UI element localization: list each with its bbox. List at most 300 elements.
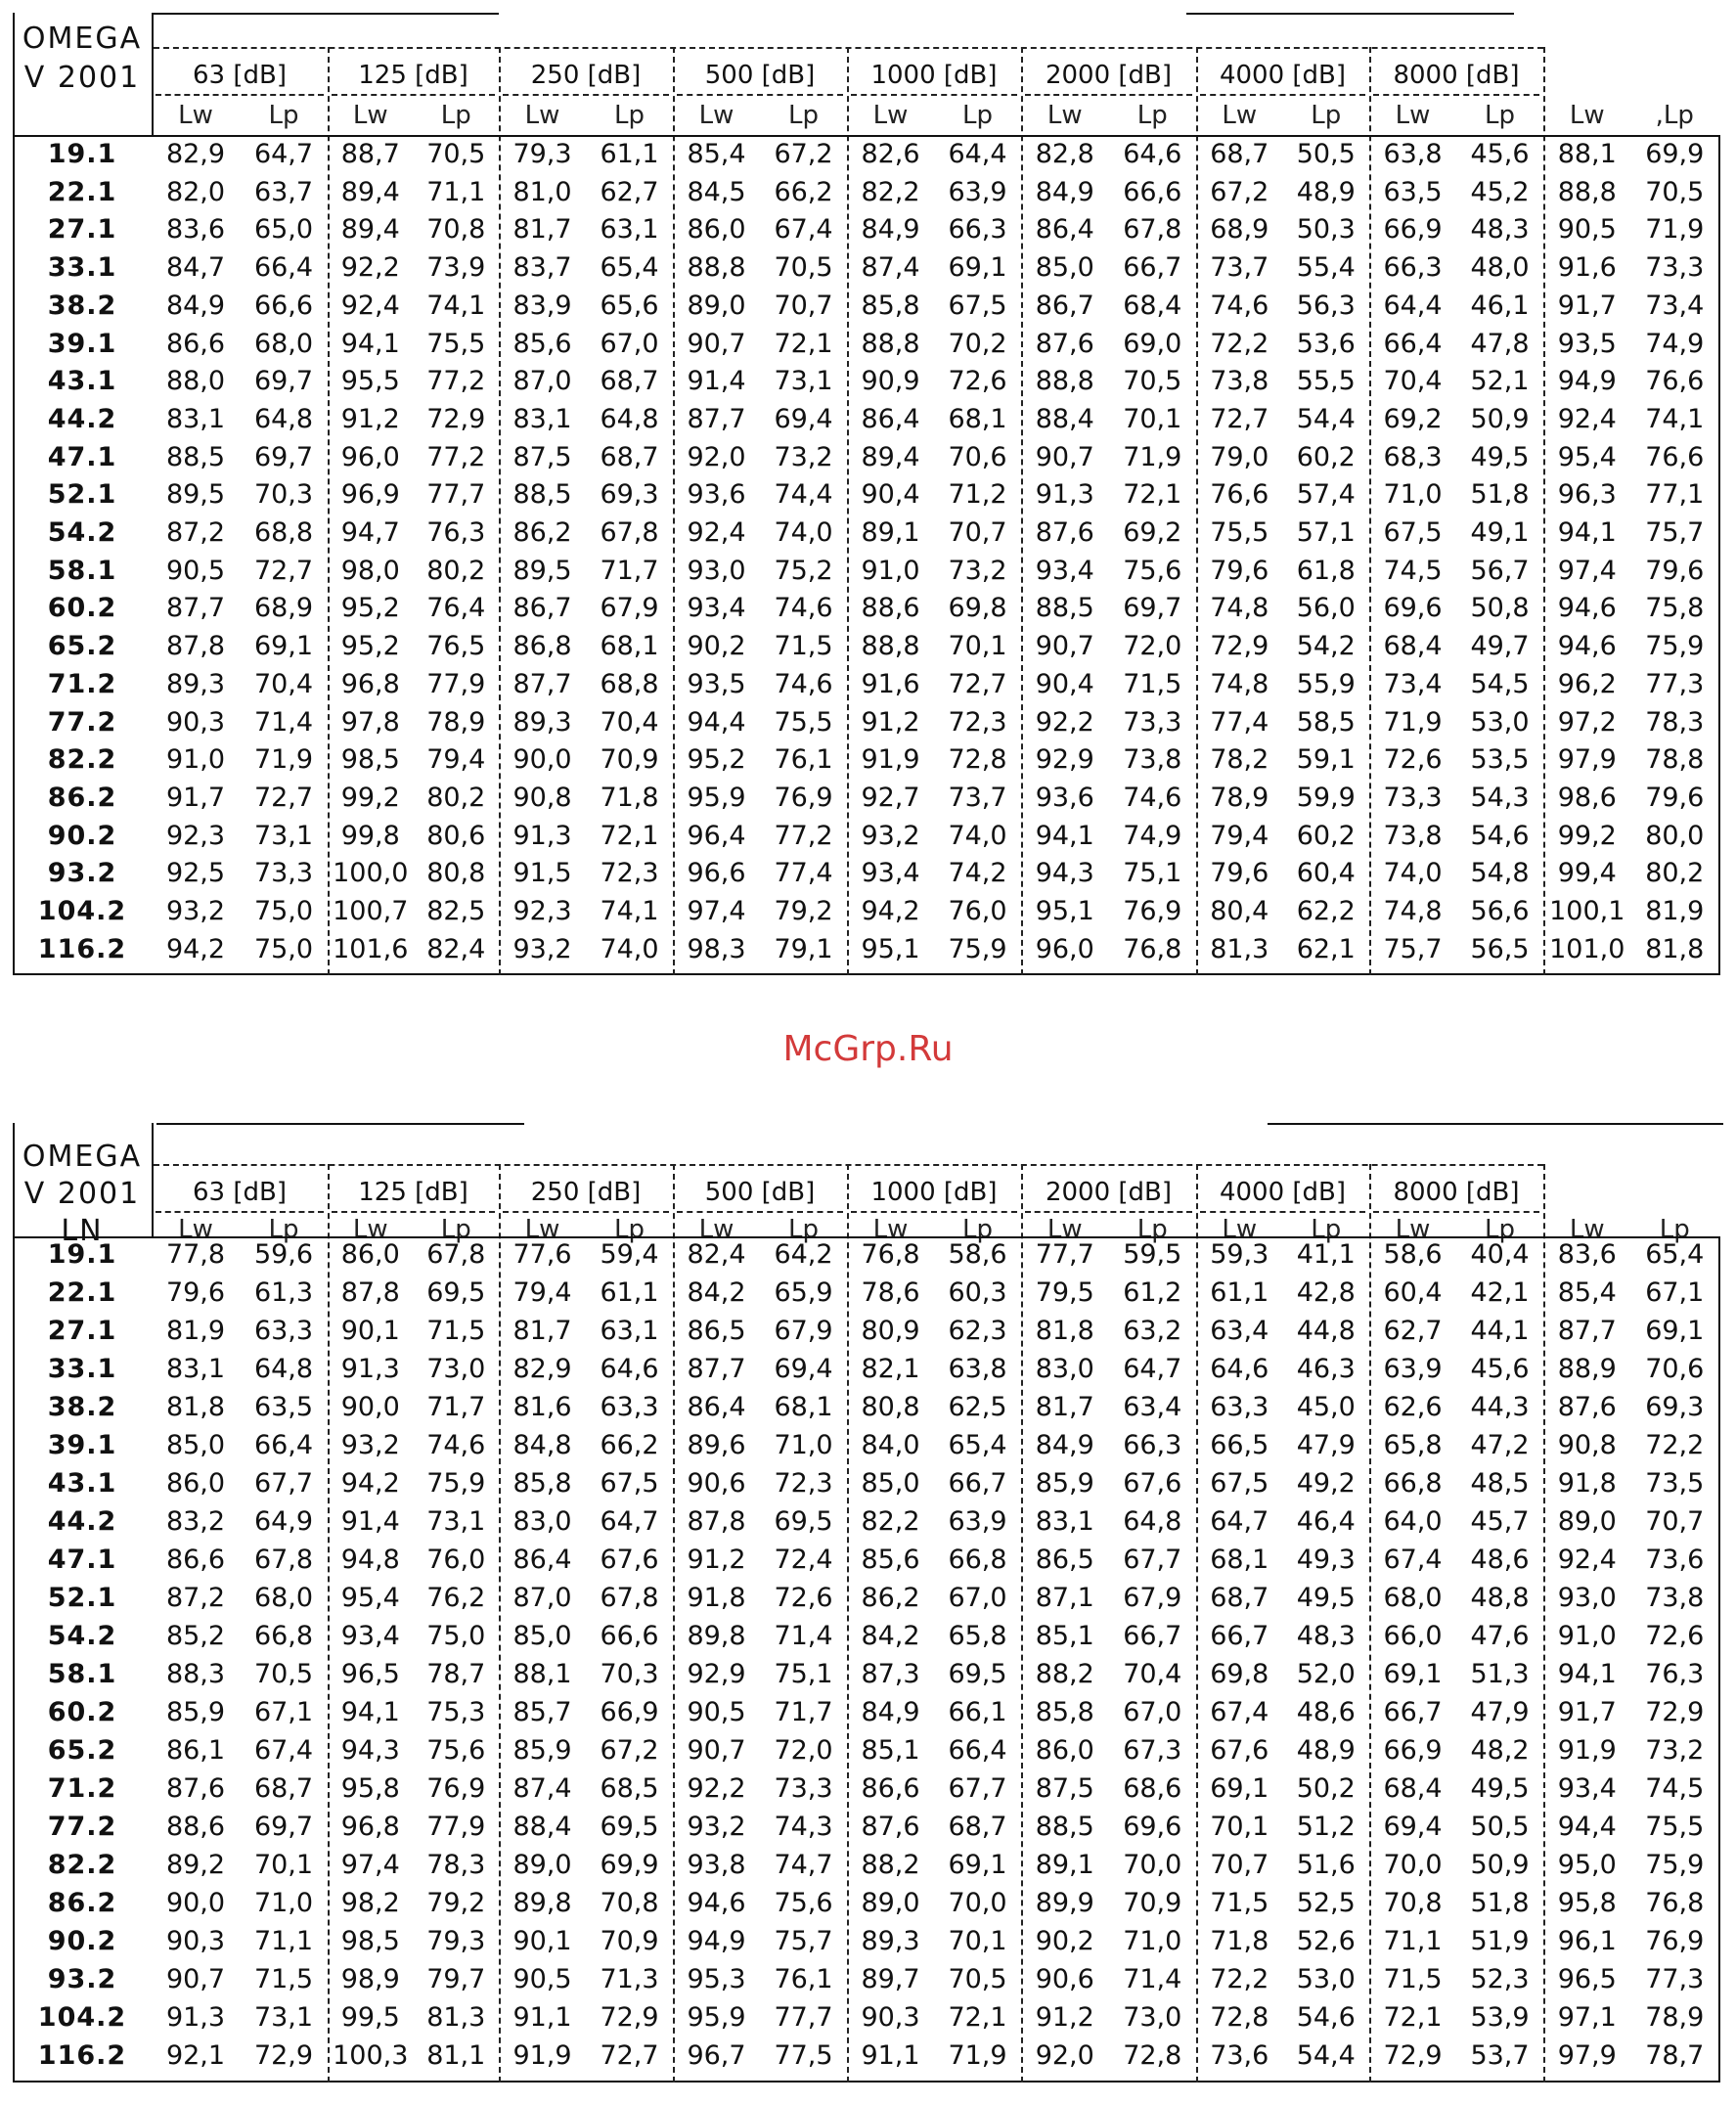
table-cell: 56,3 [1296, 290, 1356, 321]
table-cell: 48,3 [1470, 214, 1530, 246]
row-label: 47.1 [47, 441, 117, 472]
table-cell: 73,1 [774, 366, 833, 397]
table-cell: 70,3 [253, 479, 314, 511]
table-cell: 70,5 [1123, 366, 1182, 397]
table-cell: 96,1 [1557, 1926, 1617, 1956]
table-cell: 66,8 [253, 1621, 314, 1651]
band-underline [677, 94, 843, 96]
table-cell: 67,7 [1123, 1545, 1182, 1575]
table-cell: 99,2 [340, 782, 400, 813]
table-cell: 67,0 [600, 328, 659, 359]
table-cell: 82,9 [165, 139, 226, 169]
table-cell: 74,8 [1210, 593, 1269, 624]
table-cell: 95,5 [340, 366, 400, 397]
table-cell: 69,1 [948, 1850, 1007, 1880]
table-cell: 70,6 [1645, 1354, 1705, 1384]
table-title [13, 1123, 154, 1248]
table-cell: 56,0 [1296, 593, 1356, 624]
table-cell: 92,2 [340, 252, 400, 284]
table-cell: 91,1 [512, 2002, 572, 2033]
table-cell: 59,9 [1296, 782, 1356, 813]
table-cell: 88,2 [861, 1850, 920, 1880]
table-cell: 51,2 [1296, 1812, 1356, 1842]
table-cell: 48,9 [1296, 176, 1356, 207]
sub-header-lw: Lw [524, 1215, 560, 1244]
table-cell: 78,9 [1645, 2002, 1705, 2033]
table-cell: 63,9 [1383, 1354, 1443, 1384]
table-cell: 49,2 [1296, 1468, 1356, 1499]
table-cell: 68,0 [253, 328, 314, 359]
table-cell: 68,7 [948, 1812, 1007, 1842]
table-cell: 56,5 [1470, 933, 1530, 964]
sub-header-lw: Lw [352, 1215, 388, 1244]
table-cell: 93,4 [340, 1621, 400, 1651]
table-cell: 67,7 [253, 1468, 314, 1499]
row-label: 93.2 [47, 1964, 117, 1994]
table-cell: 72,7 [1210, 403, 1269, 434]
table-cell: 77,5 [774, 2040, 833, 2071]
table-cell: 90,8 [512, 782, 572, 813]
table-cell: 53,0 [1296, 1964, 1356, 1994]
table-cell: 95,8 [1557, 1888, 1617, 1918]
table-cell: 67,8 [600, 517, 659, 548]
table-cell: 64,7 [253, 139, 314, 169]
table-cell: 51,8 [1470, 1888, 1530, 1918]
table-cell: 46,3 [1296, 1354, 1356, 1384]
table-cell: 94,7 [340, 517, 400, 548]
table-cell: 91,3 [1035, 479, 1094, 511]
title-line: OMEGA [22, 22, 143, 56]
table-cell: 49,1 [1470, 517, 1530, 548]
table-cell: 45,2 [1470, 176, 1530, 207]
table-cell: 68,1 [774, 1392, 833, 1422]
sub-header-lp: Lp [1485, 1215, 1515, 1244]
table-cell: 50,2 [1296, 1773, 1356, 1804]
table-cell: 91,2 [1035, 2002, 1094, 2033]
table-cell: 68,4 [1383, 1773, 1443, 1804]
band-underline [1025, 1211, 1192, 1213]
table-cell: 70,7 [948, 517, 1007, 548]
table-cell: 72,2 [1210, 1964, 1269, 1994]
table-cell: 69,1 [1645, 1316, 1705, 1346]
table-cell: 70,0 [948, 1888, 1007, 1918]
table-cell: 84,9 [1035, 1430, 1094, 1460]
row-label: 27.1 [47, 1316, 117, 1346]
table-cell: 76,9 [1123, 896, 1182, 926]
table-cell: 68,4 [1123, 290, 1182, 321]
table-cell: 75,6 [774, 1888, 833, 1918]
table-cell: 49,5 [1470, 441, 1530, 472]
table-cell: 90,1 [512, 1926, 572, 1956]
table-cell: 90,6 [1035, 1964, 1094, 1994]
table-cell: 81,3 [1210, 933, 1269, 964]
table-cell: 71,7 [600, 555, 659, 586]
table-cell: 98,5 [340, 744, 400, 776]
table-cell: 50,9 [1470, 1850, 1530, 1880]
sub-header-lp: Lp [1311, 1215, 1342, 1244]
table-cell: 72,7 [253, 782, 314, 813]
sub-header-lw: Lw [524, 101, 560, 130]
table-cell: 65,9 [774, 1277, 833, 1308]
table-cell: 99,4 [1557, 858, 1617, 889]
table-cell: 53,0 [1470, 706, 1530, 738]
table-cell: 67,2 [1210, 176, 1269, 207]
table-cell: 79,7 [426, 1964, 486, 1994]
table-cell: 77,6 [512, 1239, 572, 1270]
table-cell: 72,9 [1383, 2040, 1443, 2071]
table-cell: 74,3 [774, 1812, 833, 1842]
row-label: 44.2 [47, 1506, 117, 1537]
table-cell: 76,1 [774, 744, 833, 776]
table-cell: 97,4 [340, 1850, 400, 1880]
table-cell: 76,6 [1210, 479, 1269, 511]
table-cell: 40,4 [1470, 1239, 1530, 1270]
table-cell: 93,0 [687, 555, 746, 586]
table-cell: 56,6 [1470, 896, 1530, 926]
table-cell: 88,8 [1035, 366, 1094, 397]
sub-header-lp: Lp [1311, 101, 1342, 130]
table-cell: 47,2 [1470, 1430, 1530, 1460]
table-cell: 91,9 [512, 2040, 572, 2071]
table-cell: 75,6 [426, 1735, 486, 1766]
table-cell: 51,9 [1470, 1926, 1530, 1956]
table-cell: 45,7 [1470, 1506, 1530, 1537]
table-cell: 85,6 [512, 328, 572, 359]
table-cell: 75,9 [1645, 1850, 1705, 1880]
table-cell: 72,7 [253, 555, 314, 586]
table-cell: 94,9 [1557, 366, 1617, 397]
table-cell: 50,5 [1470, 1812, 1530, 1842]
table-cell: 72,3 [948, 706, 1007, 738]
table-cell: 58,6 [1383, 1239, 1443, 1270]
table-cell: 72,6 [1383, 744, 1443, 776]
table-cell: 87,6 [165, 1773, 226, 1804]
table-cell: 87,7 [687, 1354, 746, 1384]
table-cell: 82,4 [687, 1239, 746, 1270]
table-cell: 69,9 [600, 1850, 659, 1880]
table-cell: 99,5 [340, 2002, 400, 2033]
table-cell: 90,9 [861, 366, 920, 397]
table-cell: 91,9 [1557, 1735, 1617, 1766]
table-cell: 63,4 [1123, 1392, 1182, 1422]
table-cell: 86,7 [512, 593, 572, 624]
table-cell: 78,6 [861, 1277, 920, 1308]
row-label: 86.2 [47, 782, 117, 813]
table-cell: 70,4 [600, 706, 659, 738]
frequency-band-label: 500 [dB] [704, 1178, 816, 1207]
table-cell: 87,8 [165, 631, 226, 662]
table-cell: 85,8 [861, 290, 920, 321]
table-cell: 89,0 [861, 1888, 920, 1918]
table-cell: 77,4 [774, 858, 833, 889]
sub-header-lp: Lp [440, 1215, 471, 1244]
band-underline [1200, 1211, 1365, 1213]
table-cell: 67,4 [253, 1735, 314, 1766]
table-cell: 66,1 [948, 1697, 1007, 1727]
table-cell: 95,1 [861, 933, 920, 964]
table-cell: 66,3 [1383, 252, 1443, 284]
table-cell: 63,9 [948, 176, 1007, 207]
table-cell: 58,6 [948, 1239, 1007, 1270]
table-cell: 74,9 [1123, 820, 1182, 851]
table-cell: 93,8 [687, 1850, 746, 1880]
table-cell: 81,8 [1035, 1316, 1094, 1346]
table-cell: 89,5 [165, 479, 226, 511]
table-cell: 70,5 [253, 1659, 314, 1689]
table-cell: 66,4 [948, 1735, 1007, 1766]
table-cell: 69,9 [1645, 139, 1705, 169]
table-cell: 98,6 [1557, 782, 1617, 813]
table-cell: 82,1 [861, 1354, 920, 1384]
table-cell: 74,1 [600, 896, 659, 926]
table-cell: 47,9 [1470, 1697, 1530, 1727]
table-cell: 47,9 [1296, 1430, 1356, 1460]
table-cell: 70,4 [1123, 1659, 1182, 1689]
sub-header-lw: Lw [178, 1215, 213, 1244]
table-cell: 96,5 [1557, 1964, 1617, 1994]
table-cell: 90,6 [687, 1468, 746, 1499]
table-cell: 98,5 [340, 1926, 400, 1956]
table-cell: 69,1 [1210, 1773, 1269, 1804]
table-cell: 93,5 [1557, 328, 1617, 359]
sub-header-lp: Lp [1136, 1215, 1168, 1244]
row-label: 104.2 [37, 896, 127, 926]
table-cell: 67,4 [1210, 1697, 1269, 1727]
table-cell: 69,1 [1383, 1659, 1443, 1689]
watermark: McGrp.Ru [782, 1029, 954, 1069]
table-cell: 75,5 [1210, 517, 1269, 548]
table-cell: 84,0 [861, 1430, 920, 1460]
table-cell: 87,7 [1557, 1316, 1617, 1346]
table-cell: 79,6 [1645, 555, 1705, 586]
table-cell: 97,8 [340, 706, 400, 738]
table-cell: 74,6 [774, 668, 833, 699]
table-cell: 71,4 [774, 1621, 833, 1651]
row-label: 65.2 [47, 1735, 117, 1766]
table-cell: 93,2 [512, 933, 572, 964]
table-cell: 95,2 [340, 631, 400, 662]
table-cell: 55,4 [1296, 252, 1356, 284]
table-cell: 72,6 [948, 366, 1007, 397]
table-cell: 88,6 [861, 593, 920, 624]
table-cell: 86,6 [165, 328, 226, 359]
table-cell: 94,3 [340, 1735, 400, 1766]
table-cell: 98,2 [340, 1888, 400, 1918]
table-cell: 52,3 [1470, 1964, 1530, 1994]
table-cell: 87,6 [1035, 328, 1094, 359]
table-cell: 62,7 [600, 176, 659, 207]
table-cell: 84,9 [861, 1697, 920, 1727]
table-cell: 91,0 [165, 744, 226, 776]
table-cell: 74,6 [1210, 290, 1269, 321]
row-label: 54.2 [47, 517, 117, 548]
table-cell: 75,0 [253, 896, 314, 926]
table-cell: 94,1 [1557, 1659, 1617, 1689]
table-cell: 68,5 [600, 1773, 659, 1804]
row-label: 77.2 [47, 706, 117, 738]
table-cell: 94,6 [687, 1888, 746, 1918]
table-cell: 63,2 [1123, 1316, 1182, 1346]
table-cell: 91,3 [340, 1354, 400, 1384]
table-cell: 99,8 [340, 820, 400, 851]
table-cell: 68,4 [1383, 631, 1443, 662]
table-cell: 73,3 [253, 858, 314, 889]
table-cell: 68,0 [253, 1583, 314, 1613]
table-cell: 71,5 [1123, 668, 1182, 699]
table-cell: 75,9 [948, 933, 1007, 964]
table-cell: 68,7 [1210, 139, 1269, 169]
table-cell: 59,3 [1210, 1239, 1269, 1270]
table-cell: 64,6 [1123, 139, 1182, 169]
table-cell: 49,7 [1470, 631, 1530, 662]
table-cell: 73,2 [1645, 1735, 1705, 1766]
table-cell: 87,2 [165, 1583, 226, 1613]
table-cell: 74,6 [426, 1430, 486, 1460]
table-cell: 71,5 [253, 1964, 314, 1994]
table-cell: 97,4 [1557, 555, 1617, 586]
table-cell: 84,2 [687, 1277, 746, 1308]
table-cell: 86,4 [861, 403, 920, 434]
table-cell: 74,5 [1383, 555, 1443, 586]
table-cell: 54,8 [1470, 858, 1530, 889]
table-cell: 66,0 [1383, 1621, 1443, 1651]
table-cell: 73,3 [1383, 782, 1443, 813]
table-cell: 85,2 [165, 1621, 226, 1651]
table-cell: 76,0 [426, 1545, 486, 1575]
table-cell: 67,9 [1123, 1583, 1182, 1613]
table-cell: 93,6 [687, 479, 746, 511]
table-cell: 74,9 [1645, 328, 1705, 359]
table-cell: 74,4 [774, 479, 833, 511]
table-cell: 91,1 [861, 2040, 920, 2071]
row-label: 65.2 [47, 631, 117, 662]
table-cell: 95,3 [687, 1964, 746, 1994]
table-cell: 75,5 [1645, 1812, 1705, 1842]
table-cell: 83,9 [512, 290, 572, 321]
table-cell: 80,4 [1210, 896, 1269, 926]
table-cell: 92,2 [687, 1773, 746, 1804]
table-cell: 75,9 [1645, 631, 1705, 662]
table-cell: 89,3 [165, 668, 226, 699]
table-cell: 77,7 [426, 479, 486, 511]
table-cell: 88,5 [512, 479, 572, 511]
table-cell: 47,8 [1470, 328, 1530, 359]
table-cell: 81,7 [1035, 1392, 1094, 1422]
table-cell: 66,4 [253, 252, 314, 284]
table-cell: 95,9 [687, 782, 746, 813]
table-cell: 69,5 [774, 1506, 833, 1537]
table-cell: 83,1 [165, 403, 226, 434]
table-cell: 67,0 [1123, 1697, 1182, 1727]
table-cell: 66,4 [253, 1430, 314, 1460]
band-underline [156, 94, 324, 96]
table-cell: 78,8 [1645, 744, 1705, 776]
row-label: 104.2 [37, 2002, 127, 2033]
table-cell: 69,1 [948, 252, 1007, 284]
row-label: 38.2 [47, 290, 117, 321]
table-cell: 78,7 [1645, 2040, 1705, 2071]
table-cell: 64,6 [600, 1354, 659, 1384]
table-cell: 72,7 [948, 668, 1007, 699]
table-cell: 82,2 [861, 176, 920, 207]
row-label: 71.2 [47, 668, 117, 699]
table-cell: 69,1 [253, 631, 314, 662]
table-cell: 77,9 [426, 668, 486, 699]
frequency-band-label: 4000 [dB] [1219, 61, 1347, 90]
table-cell: 68,6 [1123, 1773, 1182, 1804]
sub-header-lp: Lp [614, 101, 645, 130]
table-cell: 85,0 [512, 1621, 572, 1651]
table-cell: 87,4 [512, 1773, 572, 1804]
table-cell: 71,0 [1383, 479, 1443, 511]
table-cell: 86,8 [512, 631, 572, 662]
table-cell: 91,7 [1557, 1697, 1617, 1727]
table-cell: 74,1 [1645, 403, 1705, 434]
table-cell: 92,4 [340, 290, 400, 321]
table-cell: 50,5 [1296, 139, 1356, 169]
table-cell: 71,5 [426, 1316, 486, 1346]
table-cell: 79,1 [774, 933, 833, 964]
table-cell: 67,9 [600, 593, 659, 624]
sub-header-lw: Lw [1046, 1215, 1083, 1244]
table-cell: 86,4 [1035, 214, 1094, 246]
table-cell: 74,5 [1645, 1773, 1705, 1804]
table-cell: 73,8 [1645, 1583, 1705, 1613]
table-cell: 86,0 [687, 214, 746, 246]
table-cell: 88,0 [165, 366, 226, 397]
table-cell: 90,0 [340, 1392, 400, 1422]
table-right-edge [1718, 135, 1720, 975]
table-cell: 71,0 [253, 1888, 314, 1918]
table-cell: 81,9 [165, 1316, 226, 1346]
table-cell: 67,6 [1210, 1735, 1269, 1766]
table-cell: 72,4 [774, 1545, 833, 1575]
table-cell: 72,9 [1210, 631, 1269, 662]
table-cell: 73,1 [426, 1506, 486, 1537]
table-cell: 72,1 [1123, 479, 1182, 511]
table-cell: 74,6 [774, 593, 833, 624]
table-cell: 96,4 [687, 820, 746, 851]
table-cell: 59,5 [1123, 1239, 1182, 1270]
table-cell: 63,8 [948, 1354, 1007, 1384]
table-cell: 80,2 [426, 555, 486, 586]
table-cell: 50,8 [1470, 593, 1530, 624]
sub-header-lw: Lw [698, 1215, 734, 1244]
row-label: 58.1 [47, 1659, 117, 1689]
table-cell: 97,4 [687, 896, 746, 926]
table-cell: 100,0 [333, 858, 409, 889]
table-cell: 84,2 [861, 1621, 920, 1651]
table-cell: 75,3 [426, 1697, 486, 1727]
table-cell: 55,9 [1296, 668, 1356, 699]
table-cell: 90,1 [340, 1316, 400, 1346]
table-cell: 92,7 [861, 782, 920, 813]
table-cell: 91,0 [861, 555, 920, 586]
table-cell: 79,5 [1035, 1277, 1094, 1308]
table-cell: 67,9 [774, 1316, 833, 1346]
sub-header-lw: Lw [1569, 1215, 1605, 1244]
table-cell: 64,8 [1123, 1506, 1182, 1537]
table-cell: 93,4 [1035, 555, 1094, 586]
table-cell: 74,0 [1383, 858, 1443, 889]
table-cell: 79,3 [512, 139, 572, 169]
table-cell: 50,9 [1470, 403, 1530, 434]
table-cell: 72,9 [600, 2002, 659, 2033]
table-cell: 100,1 [1549, 896, 1625, 926]
row-label: 60.2 [47, 593, 117, 624]
table-cell: 54,3 [1470, 782, 1530, 813]
frequency-band-label: 63 [dB] [193, 61, 287, 90]
